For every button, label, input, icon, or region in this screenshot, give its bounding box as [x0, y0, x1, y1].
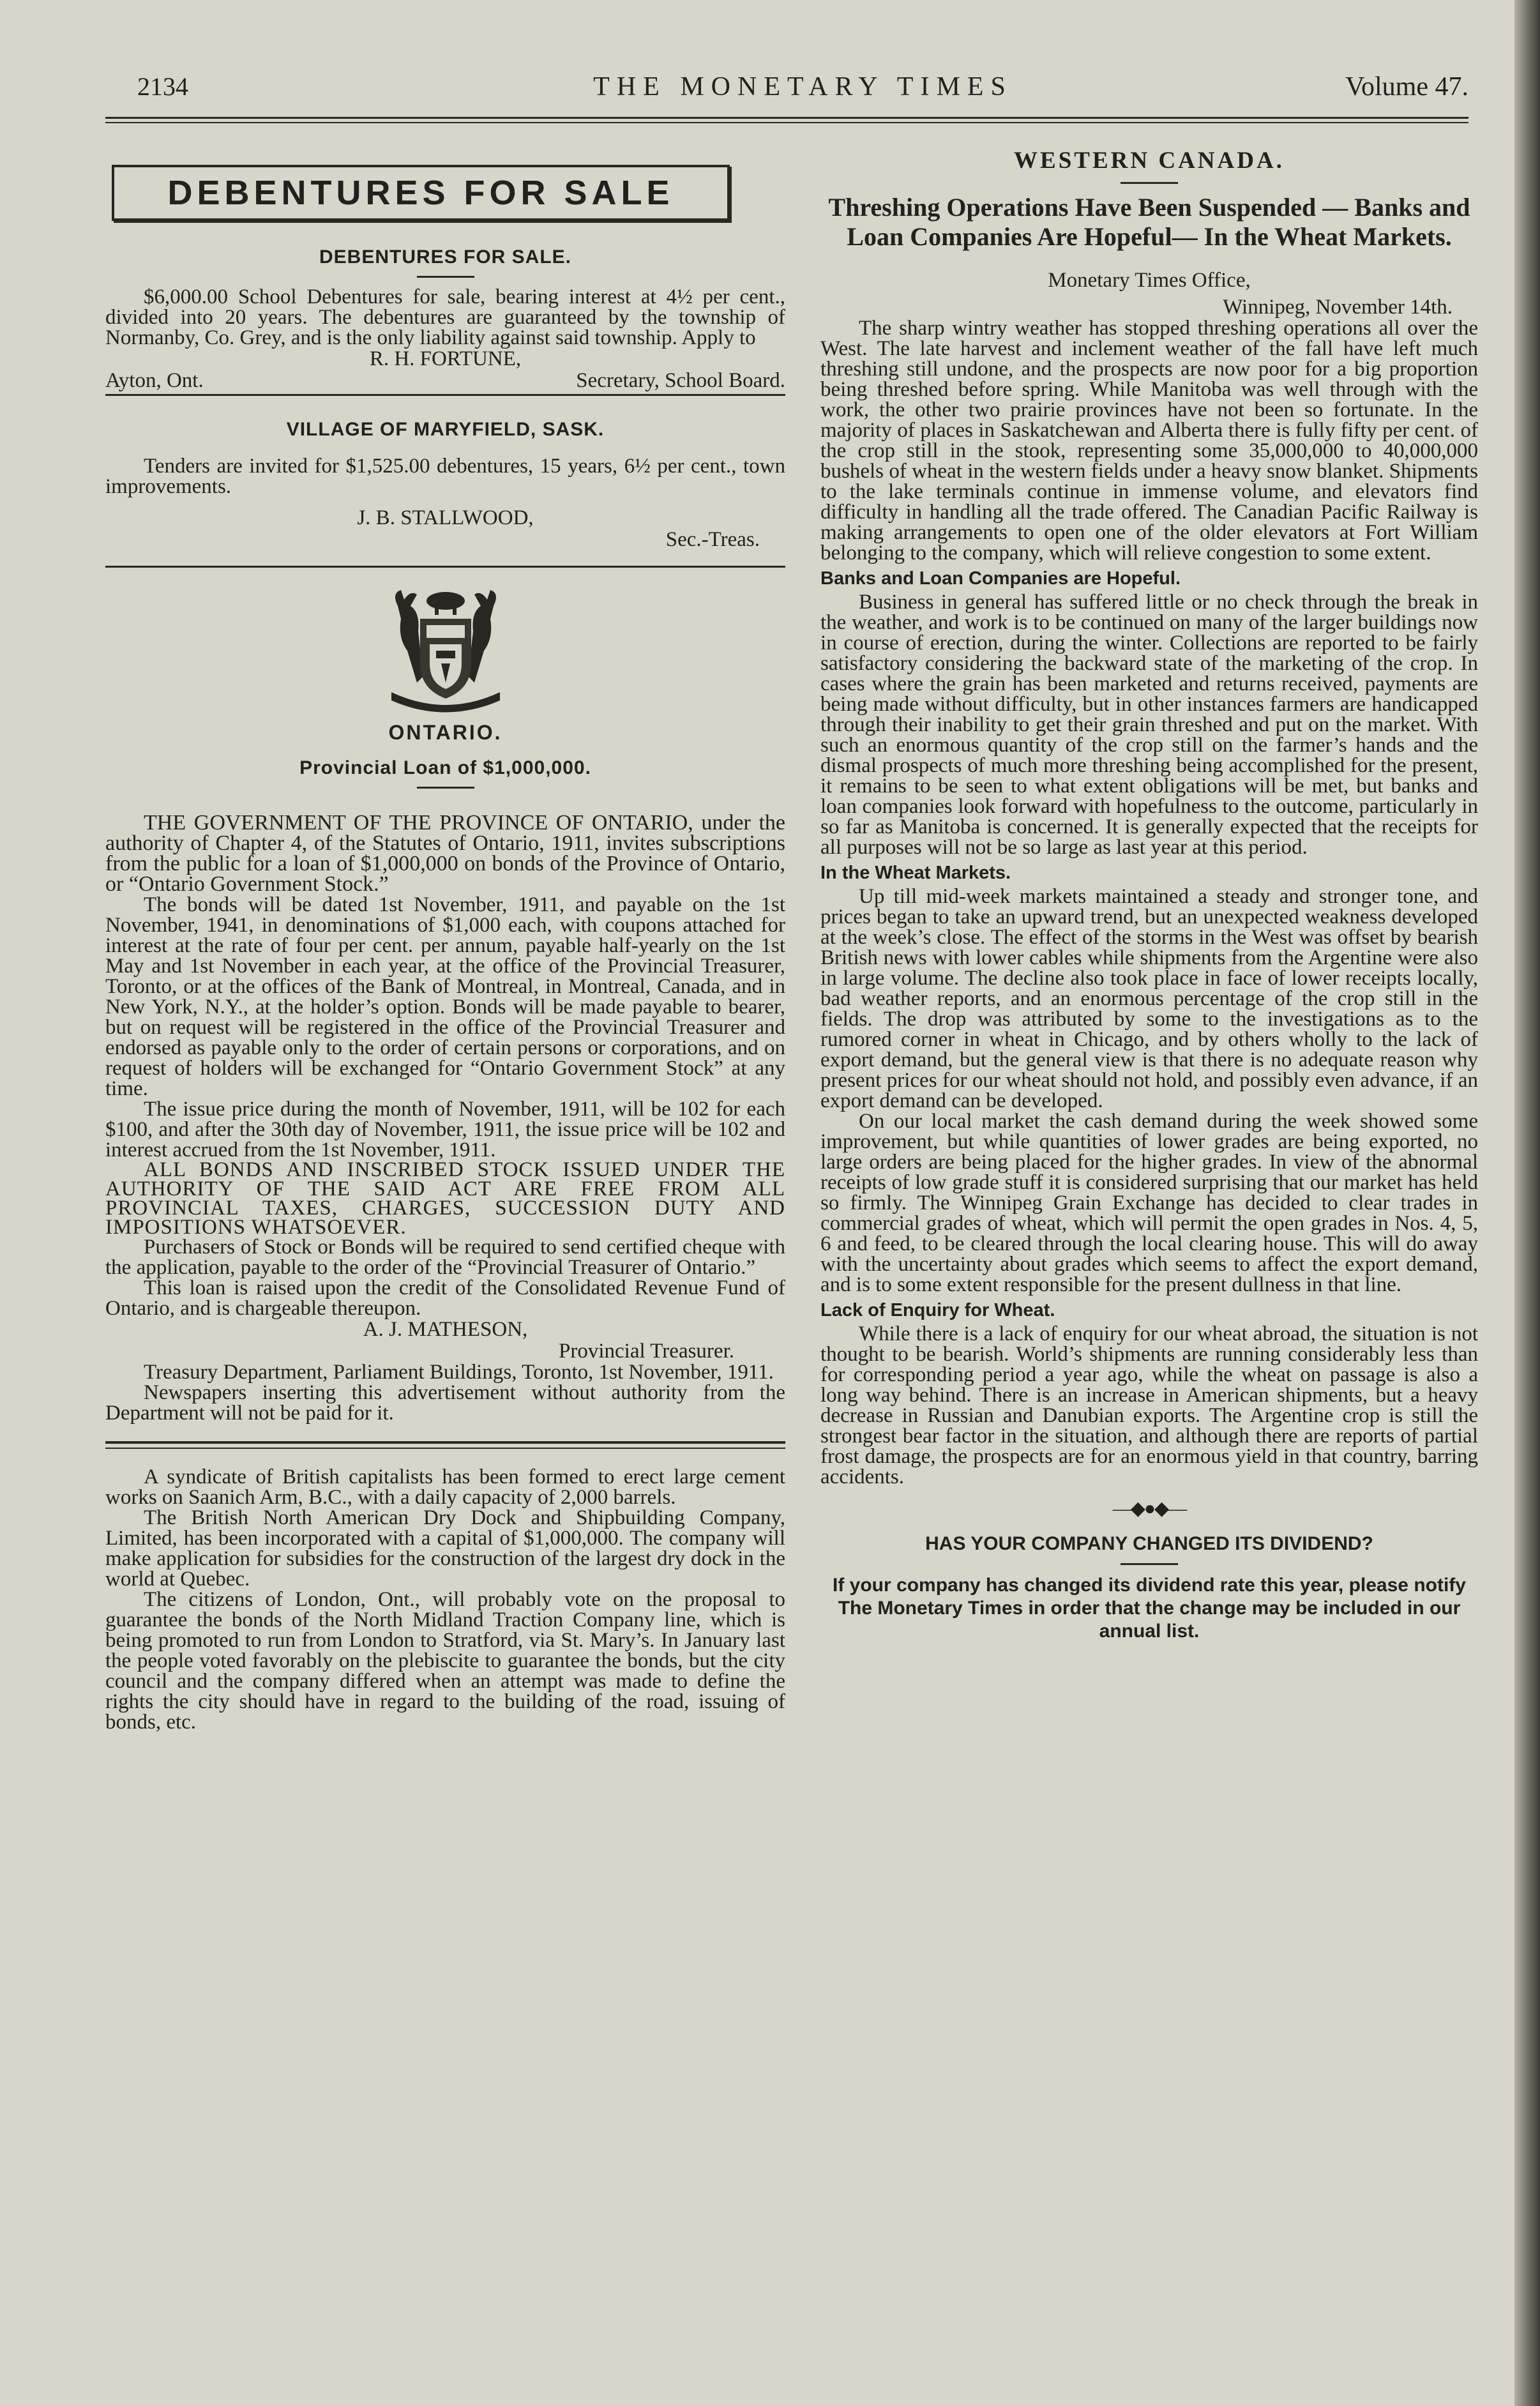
short-rule [417, 787, 474, 789]
section-rule [105, 566, 785, 568]
ontario-paragraph-5: Purchasers of Stock or Bonds will be required to send certified cheque with the application, payable to the order of the “Provincial Treasurer of Ontario.” [105, 1236, 785, 1279]
debentures-heading: DEBENTURES FOR SALE. [319, 246, 572, 268]
ontario-signer-title: Provincial Treasurer. [559, 1340, 734, 1363]
western-paragraph-5: While there is a lack of enquiry for our wheat abroad, the situation is not thought to be bearish. World’s shipments are running considerably less than for corresponding period a year ago, while the wheat on passage is also a long way behind. There is an increase in American shipments, but a heavy decrease in Russian and Danubian exports. The Argentine crop is still the strongest bear factor in the situation, and although there are reports of partial frost damage, the prospects are for an enormous yield in that country, barring accidents. [820, 1322, 1478, 1488]
maryfield-heading: VILLAGE OF MARYFIELD, SASK. [286, 419, 605, 440]
ornament-divider: —◆●◆— [1112, 1498, 1186, 1519]
debentures-contact-place: Ayton, Ont. [105, 369, 204, 392]
left-column [105, 147, 785, 1732]
news-paragraph-2: The British North American Dry Dock and Shipbuilding Company, Limited, has been incorporated with a capital of $1,000,000. The company will make application for subsidies for the construction of the largest dry dock in the world at Quebec. [105, 1506, 785, 1591]
ontario-paragraph-7: Treasury Department, Parliament Buildings, Toronto, 1st November, 1911. [144, 1361, 774, 1384]
publication-title: THE MONETARY TIMES [593, 72, 1013, 102]
ontario-paragraph-6: This loan is raised upon the credit of the Consolidated Revenue Fund of Ontario, and is chargeable thereupon. [105, 1276, 785, 1320]
header-rule [105, 117, 1468, 123]
ontario-subheading: Provincial Loan of $1,000,000. [299, 757, 591, 778]
subhead-wheat-markets: In the Wheat Markets. [820, 863, 1011, 883]
news-paragraph-1: A syndicate of British capitalists has been formed to erect large cement works on Saanich Arm, B.C., with a daily capacity of 2,000 barrels. [105, 1465, 785, 1509]
maryfield-body: Tenders are invited for $1,525.00 debentures, 15 years, 6½ per cent., town improvements. [105, 455, 785, 498]
volume-label: Volume 47. [1345, 72, 1468, 102]
debentures-body: $6,000.00 School Debentures for sale, bearing interest at 4½ per cent., divided into 20 years. The debentures are guaranteed by the township of Normanby, Co. Grey, and is the only liability against said township. Apply to [105, 285, 785, 349]
page-number: 2134 [137, 72, 188, 101]
ontario-paragraph-8: Newspapers inserting this advertisement without authority from the Department will not be paid for it. [105, 1381, 785, 1425]
article-deck: Threshing Operations Have Been Suspended — Banks and Loan Companies Are Hopeful— In the Wheat Markets. [828, 193, 1470, 251]
short-rule [1121, 182, 1178, 184]
ontario-paragraph-4: ALL BONDS AND INSCRIBED STOCK ISSUED UNDER THE AUTHORITY OF THE SAID ACT ARE FREE FROM ALL PROVINCIAL TAXES, CHARGES, SUCCESSION DUTY AND IMPOSITIONS WHATSOEVER. [105, 1158, 785, 1239]
running-header [137, 72, 1468, 110]
right-column [820, 147, 1478, 1643]
maryfield-contact-title: Sec.-Treas. [665, 528, 760, 551]
debentures-contact-name: R. H. FORTUNE, [369, 347, 522, 370]
ontario-signer: A. J. MATHESON, [363, 1318, 528, 1341]
ontario-coat-of-arms-icon [372, 587, 519, 715]
double-rule [105, 1441, 785, 1449]
ontario-paragraph-3: The issue price during the month of November, 1911, will be 102 for each $100, and after the 30th day of November, 1911, the issue price will be 102 and interest accrued from the 1st November, 1911. [105, 1098, 785, 1161]
maryfield-contact-name: J. B. STALLWOOD, [357, 506, 534, 529]
short-rule [1121, 1563, 1178, 1565]
western-paragraph-2: Business in general has suffered little or no check through the break in the weather, and work is to be continued on many of the larger buildings now in course of erection, during the winter. Collections are reported to be fairly satisfactory considering the backward state of the marketing of the crop. In cases where the grain has been marketed and returns received, payments are being made without difficulty, but in other instances farmers are handicapped through their inability to get their grain threshed and put on the market. With such an enormous quantity of the crop still on the farmer’s hands and the dismal prospects of much more threshing being accomplished for the present, it remains to be seen to what extent obligations will be met, but banks and loan companies look forward with hopefulness to the outcome, particularly in so far as Manitoba is concerned. It is generally expected that the receipts for all purposes will not be so large as last year at this period. [820, 591, 1478, 859]
western-paragraph-4: On our local market the cash demand during the week showed some improvement, but while quantities of lower grades are being exported, no large orders are being placed for the higher grades. In view of the abnormal receipts of low grade stuff it is considered surprising that our market has held so firmly. The Winnipeg Grain Exchange has decided to clear trades in commercial grades of wheat, which will permit the open grades in Nos. 4, 5, 6 and feed, to be cleared through the local clearing house. This will do away with the uncertainty about grades which seems to affect the export demand, and is to some extent responsible for the present dullness in that line. [820, 1110, 1478, 1296]
debentures-contact-title: Secretary, School Board. [576, 369, 785, 392]
western-canada-heading: WESTERN CANADA. [1014, 148, 1285, 174]
dateline-office: Monetary Times Office, [1048, 269, 1251, 292]
ontario-paragraph-2: The bonds will be dated 1st November, 1911, and payable on the 1st November, 1941, in denominations of $1,000 each, with coupons attached for interest at the rate of four per cent. per annum, payable half-yearly on the 1st May and 1st November in each year, at the office of the Provincial Treasurer, Toronto, or at the offices of the Bank of Montreal, in Montreal, Canada, and in New York, N.Y., at the holder’s option. Bonds will be made payable to bearer, but on request will be registered in the office of the Provincial Treasurer and endorsed as payable only to the order of certain persons or corporations, and on request of holders will be exchanged for “Ontario Government Stock” at any time. [105, 893, 785, 1100]
western-paragraph-3: Up till mid-week markets maintained a steady and stronger tone, and prices began to take an upward trend, but an unexpected weakness developed at the week’s close. The effect of the storms in the West was offset by bearish British news with lower cables while shipments from the Argentine were also in large volume. The decline also took place in face of lower receipts locally, bad weather reports, and an enormous percentage of the crop still in the fields. The drop was attributed by some to the investigations as to the rumored corner in wheat in Chicago, and by others wholly to the lack of export demand, but the general view is that there is no adequate reason why present prices for our wheat should not hold, and possibly even advance, if an export demand can be developed. [820, 885, 1478, 1112]
ontario-heading: ONTARIO. [388, 721, 502, 744]
short-rule [417, 276, 474, 278]
subhead-banks: Banks and Loan Companies are Hopeful. [820, 568, 1181, 589]
western-paragraph-1: The sharp wintry weather has stopped threshing operations all over the West. The late harvest and inclement weather of the fall have left much threshing still undone, and the prospects are now poor for a big proportion being threshed before spring. While Manitoba was well through with the work, the other two prairie provinces have not been so fortunate. In the majority of places in Saskatchewan and Alberta there is fully fifty per cent. of the crop still in the stook, representing some 35,000,000 to 40,000,000 bushels of wheat in the western fields under a heavy snow blanket. Shipments to the lake terminals continue in immense volume, and elevators find difficulty in handling all the trade offered. The Canadian Pacific Railway is making arrangements to open one of the older elevators at Fort William belonging to the company, which will relieve congestion to some extent. [820, 317, 1478, 564]
notice-heading: HAS YOUR COMPANY CHANGED ITS DIVIDEND? [925, 1533, 1373, 1554]
debentures-banner: DEBENTURES FOR SALE [112, 165, 730, 221]
news-paragraph-3: The citizens of London, Ont., will probably vote on the proposal to guarantee the bonds of the North Midland Traction Company line, which is being promoted to run from London to Stratford, via St. Mary’s. In January last the people voted favorably on the plebiscite to guarantee the bonds, but the city council and the company differed when an attempt was made to define the rights the city should have in regard to the building of the road, issuing of bonds, etc. [105, 1588, 785, 1734]
notice-body: If your company has changed its dividend rate this year, please notify The Monetary Times in order that the change may be included in our annual list. [833, 1575, 1466, 1642]
page-edge-shadow [1514, 0, 1540, 2406]
dateline-place-date: Winnipeg, November 14th. [1223, 296, 1453, 319]
ontario-paragraph-1: THE GOVERNMENT OF THE PROVINCE OF ONTARIO, under the authority of Chapter 4, of the Statutes of Ontario, 1911, invites subscriptions from the public for a loan of $1,000,000 on bonds of the Province of Ontario, or “Ontario Government Stock.” [105, 811, 785, 896]
subhead-lack-of-enquiry: Lack of Enquiry for Wheat. [820, 1300, 1055, 1320]
